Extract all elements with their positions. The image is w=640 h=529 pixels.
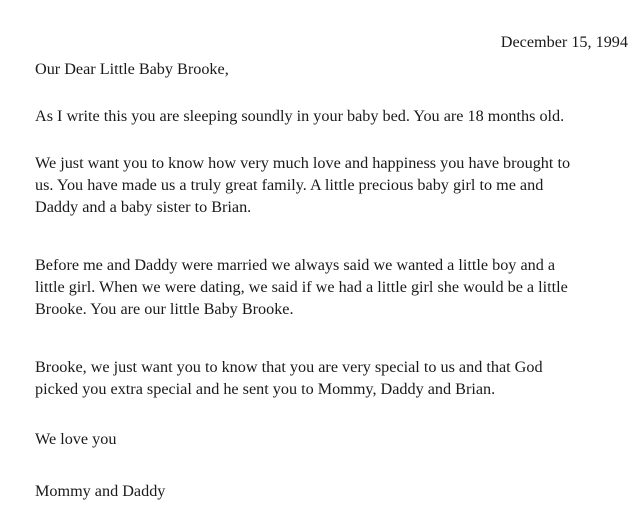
paragraph-married	[35, 254, 635, 320]
paragraph-line: Mommy and Daddy	[35, 482, 166, 500]
letter-salutation: Our Dear Little Baby Brooke,	[35, 60, 229, 78]
paragraph-closing	[35, 428, 635, 450]
paragraph-special	[35, 356, 635, 400]
letter-date: December 15, 1994	[500, 33, 628, 51]
paragraph-line: little girl. When we were dating, we said if we had a little girl she would be a little	[35, 278, 568, 296]
paragraph-line: us. You have made us a truly great family. A little precious baby girl to me and	[35, 176, 544, 194]
paragraph-line: Before me and Daddy were married we always said we wanted a little boy and a	[35, 256, 556, 274]
paragraph-line: picked you extra special and he sent you to Mommy, Daddy and Brian.	[35, 380, 496, 398]
paragraph-love	[35, 152, 635, 218]
paragraph-line: As I write this you are sleeping soundly in your baby bed. You are 18 months old.	[35, 107, 565, 125]
paragraph-line: Daddy and a baby sister to Brian.	[35, 198, 252, 216]
paragraph-bed	[35, 105, 635, 127]
paragraph-line: Brooke. You are our little Baby Brooke.	[35, 300, 294, 318]
paragraph-line: Brooke, we just want you to know that you are very special to us and that God	[35, 358, 543, 376]
paragraph-line: We just want you to know how very much love and happiness you have brought to	[35, 154, 571, 172]
letter-signature	[35, 480, 635, 502]
paragraph-line: We love you	[35, 430, 117, 448]
